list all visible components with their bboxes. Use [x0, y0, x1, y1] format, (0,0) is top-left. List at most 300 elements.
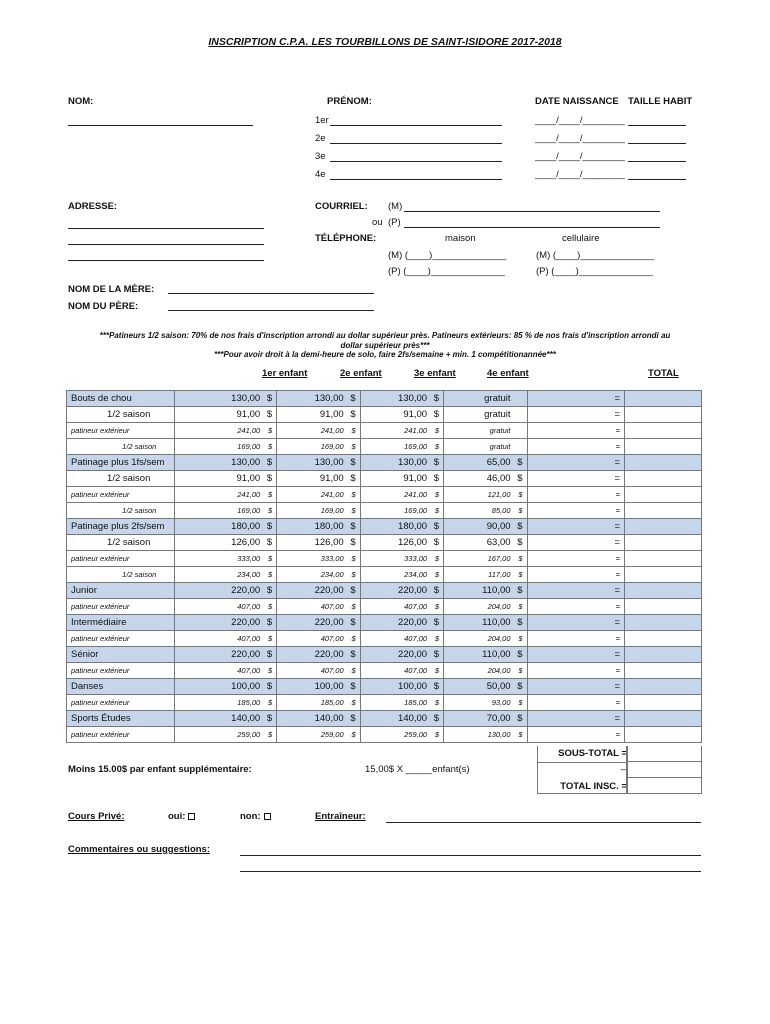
currency-mark: $	[266, 473, 273, 484]
fee-value: 91,00	[319, 409, 344, 420]
date-naissance-label: DATE NAISSANCE	[535, 96, 619, 107]
fee-cell-2	[277, 519, 360, 535]
fee-cell-4	[444, 535, 527, 551]
equals-mark: =	[527, 423, 625, 439]
fee-cell-3	[360, 727, 443, 743]
row-total-field[interactable]	[625, 551, 702, 567]
fee-value: 140,00	[314, 713, 344, 724]
fee-cell-2	[277, 583, 360, 599]
fee-value: 126,00	[314, 537, 344, 548]
fee-cell-4	[444, 519, 527, 535]
fee-value: 169,00	[404, 506, 428, 515]
fee-value: 110,00	[482, 617, 511, 628]
adresse-label: ADRESSE:	[68, 201, 118, 212]
currency-mark: $	[518, 730, 523, 739]
fee-cell-1	[175, 503, 277, 519]
fee-value: 220,00	[231, 585, 261, 596]
fee-row-label: Intermédiaire	[67, 615, 175, 631]
fee-value: 407,00	[320, 666, 344, 675]
fee-value: 220,00	[314, 585, 344, 596]
currency-mark: $	[433, 713, 440, 724]
child-3-taille-field[interactable]	[628, 161, 686, 162]
note-line-2: dollar supérieur près***	[340, 341, 430, 350]
fee-cell-2	[277, 663, 360, 679]
child-3-prenom-field[interactable]	[330, 161, 502, 162]
fee-cell-2	[277, 487, 360, 503]
fee-row	[67, 663, 702, 679]
phone-maison-p-field[interactable]: (P) (____)______________	[388, 266, 505, 277]
courriel-ou-label: ou	[372, 217, 383, 228]
currency-mark: $	[351, 442, 356, 451]
child-1-taille-field[interactable]	[628, 125, 686, 126]
row-total-field[interactable]	[625, 567, 702, 583]
currency-mark: $	[518, 490, 523, 499]
phone-maison-m-field[interactable]: (M) (____)______________	[388, 250, 507, 261]
fee-value: 241,00	[404, 426, 428, 435]
fee-value: 100,00	[231, 681, 261, 692]
currency-mark: $	[266, 521, 273, 532]
currency-mark: $	[434, 554, 440, 563]
fee-value: 130,00	[314, 457, 344, 468]
equals-mark: =	[527, 519, 625, 535]
fee-value: 241,00	[237, 490, 261, 499]
equals-mark: =	[527, 487, 625, 503]
currency-mark: $	[517, 617, 523, 628]
currency-mark: $	[434, 506, 440, 515]
row-total-field[interactable]	[625, 503, 702, 519]
fee-row	[67, 439, 702, 455]
fee-value: 234,00	[237, 570, 261, 579]
fee-row	[67, 503, 702, 519]
currency-mark: $	[268, 426, 273, 435]
currency-mark: $	[268, 442, 273, 451]
dash-mark: –	[620, 764, 626, 775]
currency-mark: $	[518, 602, 523, 611]
courriel-m-field[interactable]	[404, 211, 660, 212]
currency-mark: $	[351, 666, 356, 675]
cours-prive-label: Cours Privé:	[68, 811, 125, 822]
phone-cell-m-field[interactable]: (M) (____)______________	[536, 250, 655, 261]
currency-mark: $	[433, 681, 440, 692]
fee-row-label: patineur extérieur	[67, 631, 175, 647]
currency-mark: $	[350, 473, 356, 484]
fee-value: 407,00	[237, 602, 261, 611]
fee-cell-2	[277, 439, 360, 455]
row-total-field[interactable]	[625, 631, 702, 647]
fee-cell-3	[360, 503, 443, 519]
fee-cell-1	[175, 599, 277, 615]
currency-mark: $	[351, 698, 356, 707]
fee-value: 169,00	[320, 506, 344, 515]
equals-mark: =	[527, 583, 625, 599]
courriel-label: COURRIEL:	[315, 201, 368, 212]
currency-mark: $	[268, 698, 273, 707]
fee-value: gratuit	[484, 393, 511, 404]
fee-value: 121,00	[487, 490, 511, 499]
fee-value: 169,00	[237, 442, 261, 451]
currency-mark: $	[266, 585, 273, 596]
adresse-line-2[interactable]	[68, 244, 264, 245]
currency-mark: $	[350, 409, 356, 420]
currency-mark: $	[350, 649, 356, 660]
fee-cell-4	[444, 503, 527, 519]
fee-value: 220,00	[314, 649, 344, 660]
commentaires-label: Commentaires ou suggestions:	[68, 844, 210, 855]
fee-cell-4	[444, 631, 527, 647]
fee-value: 169,00	[404, 442, 428, 451]
fee-value: 204,00	[487, 602, 511, 611]
currency-mark: $	[433, 585, 440, 596]
fee-value: 333,00	[237, 554, 261, 563]
fee-row-label: Sénior	[67, 647, 175, 663]
currency-mark: $	[268, 730, 273, 739]
currency-mark: $	[351, 490, 356, 499]
fee-cell-1	[175, 455, 277, 471]
fee-cell-4	[444, 647, 527, 663]
fee-cell-3	[360, 519, 443, 535]
fee-table	[66, 390, 702, 743]
currency-mark: $	[350, 457, 356, 468]
row-total-field[interactable]	[625, 711, 702, 727]
equals-mark: =	[527, 663, 625, 679]
col-header-2: 2e enfant	[340, 368, 382, 379]
currency-mark: $	[350, 617, 356, 628]
fee-value: gratuit	[484, 409, 511, 420]
fee-cell-4	[444, 487, 527, 503]
courriel-p-label: (P)	[388, 217, 401, 228]
child-4-prenom-field[interactable]	[330, 179, 502, 180]
fee-row-label: patineur extérieur	[67, 599, 175, 615]
fee-cell-3	[360, 439, 443, 455]
fee-row-label: patineur extérieur	[67, 663, 175, 679]
mere-field[interactable]	[168, 293, 374, 294]
currency-mark: $	[351, 730, 356, 739]
fee-cell-3	[360, 663, 443, 679]
fee-value: 130,00	[398, 393, 428, 404]
fee-cell-4	[444, 663, 527, 679]
fee-cell-1	[175, 487, 277, 503]
fee-value: 220,00	[231, 649, 261, 660]
currency-mark: $	[266, 409, 273, 420]
row-total-field[interactable]	[625, 647, 702, 663]
fee-cell-2	[277, 423, 360, 439]
row-total-field[interactable]	[625, 535, 702, 551]
fee-value: 91,00	[236, 473, 261, 484]
fee-value: 220,00	[314, 617, 344, 628]
fee-value: 169,00	[237, 506, 261, 515]
row-total-field[interactable]	[625, 423, 702, 439]
currency-mark: $	[434, 634, 440, 643]
row-total-field[interactable]	[625, 663, 702, 679]
fee-value: 241,00	[320, 426, 344, 435]
fee-row-label: patineur extérieur	[67, 727, 175, 743]
fee-value: gratuit	[489, 442, 511, 451]
moins-calc-field[interactable]: 15,00$ X _____enfant(s)	[365, 764, 470, 775]
fee-cell-4	[444, 695, 527, 711]
fee-value: 167,00	[487, 554, 511, 563]
note-line-1: ***Patineurs 1/2 saison: 70% de nos frais d'inscription arrondi au dollar supérieur près. Patineurs extérieurs: 85 % de nos frais d'inscription arrondi au	[99, 331, 671, 340]
fee-cell-3	[360, 407, 443, 423]
phone-cell-p-field[interactable]: (P) (____)______________	[536, 266, 653, 277]
currency-mark: $	[434, 602, 440, 611]
fee-value: 130,00	[231, 457, 261, 468]
pere-label: NOM DU PÈRE:	[68, 301, 139, 312]
oui-checkbox[interactable]	[188, 813, 195, 820]
oui-option[interactable]	[168, 811, 195, 822]
pere-field[interactable]	[168, 310, 374, 311]
fee-cell-1	[175, 647, 277, 663]
fee-value: 140,00	[231, 713, 261, 724]
fee-cell-2	[277, 567, 360, 583]
adresse-line-1[interactable]	[68, 228, 264, 229]
fee-value: 63,00	[486, 537, 511, 548]
equals-mark: =	[527, 727, 625, 743]
fee-value: 185,00	[237, 698, 261, 707]
fee-cell-3	[360, 471, 443, 487]
fee-value: 204,00	[487, 666, 511, 675]
fee-row	[67, 535, 702, 551]
fee-row	[67, 631, 702, 647]
fee-cell-3	[360, 567, 443, 583]
commentaires-line-1[interactable]	[240, 855, 701, 856]
fee-cell-3	[360, 423, 443, 439]
row-total-field[interactable]	[625, 615, 702, 631]
fee-value: 100,00	[398, 681, 428, 692]
currency-mark: $	[433, 617, 440, 628]
currency-mark: $	[350, 585, 356, 596]
non-option[interactable]	[240, 811, 271, 822]
fee-cell-4	[444, 727, 527, 743]
child-2-prenom-field[interactable]	[330, 143, 502, 144]
currency-mark: $	[268, 554, 273, 563]
row-total-field[interactable]	[625, 599, 702, 615]
equals-mark: =	[527, 535, 625, 551]
equals-mark: =	[527, 647, 625, 663]
fee-value: 93,00	[491, 698, 511, 707]
fee-row-label: 1/2 saison	[67, 503, 175, 519]
fee-value: 110,00	[482, 585, 511, 596]
fee-value: 220,00	[398, 649, 428, 660]
fee-cell-4	[444, 583, 527, 599]
fee-row	[67, 407, 702, 423]
child-2-taille-field[interactable]	[628, 143, 686, 144]
fee-row	[67, 711, 702, 727]
fee-cell-1	[175, 519, 277, 535]
currency-mark: $	[351, 570, 356, 579]
equals-mark: =	[527, 679, 625, 695]
fee-value: 220,00	[231, 617, 261, 628]
fee-row-label: 1/2 saison	[67, 407, 175, 423]
fee-value: 241,00	[320, 490, 344, 499]
fee-row	[67, 391, 702, 407]
child-1-prenom-field[interactable]	[330, 125, 502, 126]
entraineur-field[interactable]	[386, 822, 701, 823]
fee-row	[67, 471, 702, 487]
currency-mark: $	[433, 537, 440, 548]
sous-total-label: SOUS-TOTAL =	[558, 748, 627, 759]
currency-mark: $	[433, 473, 440, 484]
fee-row	[67, 615, 702, 631]
fee-cell-4	[444, 455, 527, 471]
fee-value: 234,00	[404, 570, 428, 579]
fee-value: gratuit	[489, 426, 511, 435]
fee-row	[67, 695, 702, 711]
fee-cell-3	[360, 695, 443, 711]
equals-mark: =	[527, 631, 625, 647]
currency-mark: $	[268, 506, 273, 515]
row-total-field[interactable]	[625, 407, 702, 423]
row-total-field[interactable]	[625, 455, 702, 471]
fee-row	[67, 551, 702, 567]
mere-label: NOM DE LA MÈRE:	[68, 284, 155, 295]
currency-mark: $	[518, 554, 523, 563]
child-4-date-field[interactable]: ____/____/________	[535, 169, 625, 180]
fee-cell-2	[277, 599, 360, 615]
fee-row	[67, 455, 702, 471]
fee-row	[67, 647, 702, 663]
fee-cell-3	[360, 391, 443, 407]
currency-mark: $	[517, 649, 523, 660]
fee-row-label: Sports Études	[67, 711, 175, 727]
child-3-date-field[interactable]: ____/____/________	[535, 151, 625, 162]
fee-value: 333,00	[320, 554, 344, 563]
fee-cell-2	[277, 503, 360, 519]
fee-cell-2	[277, 695, 360, 711]
fee-row-label: Patinage plus 1fs/sem	[67, 455, 175, 471]
col-header-3: 3e enfant	[414, 368, 456, 379]
fee-row	[67, 423, 702, 439]
currency-mark: $	[434, 666, 440, 675]
fee-value: 185,00	[404, 698, 428, 707]
row-total-field[interactable]	[625, 487, 702, 503]
row-total-field[interactable]	[625, 727, 702, 743]
fee-cell-4	[444, 471, 527, 487]
currency-mark: $	[518, 698, 523, 707]
fee-value: 126,00	[398, 537, 428, 548]
fee-cell-1	[175, 391, 277, 407]
nom-field[interactable]	[68, 125, 253, 126]
row-total-field[interactable]	[625, 439, 702, 455]
row-total-field[interactable]	[625, 391, 702, 407]
currency-mark: $	[517, 585, 523, 596]
fee-value: 234,00	[320, 570, 344, 579]
fee-value: 70,00	[486, 713, 511, 724]
currency-mark: $	[517, 473, 523, 484]
currency-mark: $	[266, 537, 273, 548]
equals-mark: =	[527, 455, 625, 471]
adresse-line-3[interactable]	[68, 260, 264, 261]
row-total-field[interactable]	[625, 679, 702, 695]
fee-row-label: Bouts de chou	[67, 391, 175, 407]
fee-cell-4	[444, 439, 527, 455]
fee-value: 91,00	[403, 409, 428, 420]
row-total-field[interactable]	[625, 471, 702, 487]
fee-row-label: 1/2 saison	[67, 535, 175, 551]
fee-cell-2	[277, 391, 360, 407]
fee-value: 259,00	[237, 730, 261, 739]
fee-value: 407,00	[237, 634, 261, 643]
equals-mark: =	[527, 503, 625, 519]
currency-mark: $	[266, 713, 273, 724]
currency-mark: $	[266, 393, 273, 404]
fee-cell-2	[277, 535, 360, 551]
commentaires-line-2[interactable]	[240, 871, 701, 872]
currency-mark: $	[433, 393, 440, 404]
fee-value: 407,00	[404, 634, 428, 643]
fee-value: 407,00	[320, 602, 344, 611]
row-total-field[interactable]	[625, 519, 702, 535]
child-1-date-field[interactable]: ____/____/________	[535, 115, 625, 126]
equals-mark: =	[527, 471, 625, 487]
currency-mark: $	[350, 393, 356, 404]
currency-mark: $	[434, 698, 440, 707]
summary-total-cells[interactable]	[627, 746, 702, 794]
fee-cell-3	[360, 455, 443, 471]
total-insc-label: TOTAL INSC. =	[560, 781, 627, 792]
fee-row	[67, 583, 702, 599]
currency-mark: $	[266, 649, 273, 660]
currency-mark: $	[351, 634, 356, 643]
currency-mark: $	[517, 537, 523, 548]
fee-cell-2	[277, 727, 360, 743]
child-2-label: 2e	[315, 133, 326, 144]
fee-cell-4	[444, 551, 527, 567]
currency-mark: $	[350, 537, 356, 548]
currency-mark: $	[350, 681, 356, 692]
fee-row	[67, 519, 702, 535]
child-2-date-field[interactable]: ____/____/________	[535, 133, 625, 144]
fee-cell-1	[175, 551, 277, 567]
fee-cell-1	[175, 679, 277, 695]
fee-value: 180,00	[398, 521, 428, 532]
row-total-field[interactable]	[625, 583, 702, 599]
child-4-taille-field[interactable]	[628, 179, 686, 180]
fee-cell-2	[277, 615, 360, 631]
fee-cell-2	[277, 679, 360, 695]
fee-value: 91,00	[319, 473, 344, 484]
fee-cell-1	[175, 663, 277, 679]
currency-mark: $	[434, 426, 440, 435]
fee-value: 204,00	[487, 634, 511, 643]
currency-mark: $	[266, 457, 273, 468]
child-4-label: 4e	[315, 169, 326, 180]
fee-value: 130,00	[487, 730, 511, 739]
fee-value: 110,00	[482, 649, 511, 660]
currency-mark: $	[350, 521, 356, 532]
fee-cell-1	[175, 423, 277, 439]
fee-value: 241,00	[237, 426, 261, 435]
oui-label: oui:	[168, 811, 186, 822]
currency-mark: $	[351, 426, 356, 435]
currency-mark: $	[350, 713, 356, 724]
fee-value: 130,00	[314, 393, 344, 404]
currency-mark: $	[434, 490, 440, 499]
non-checkbox[interactable]	[264, 813, 271, 820]
fee-value: 220,00	[398, 617, 428, 628]
fee-value: 126,00	[231, 537, 261, 548]
fee-row-label: patineur extérieur	[67, 695, 175, 711]
currency-mark: $	[517, 457, 523, 468]
row-total-field[interactable]	[625, 695, 702, 711]
currency-mark: $	[434, 570, 440, 579]
fee-cell-1	[175, 583, 277, 599]
fee-value: 130,00	[231, 393, 261, 404]
courriel-p-field[interactable]	[404, 227, 660, 228]
fee-row	[67, 679, 702, 695]
currency-mark: $	[268, 570, 273, 579]
col-header-total: TOTAL	[648, 368, 679, 379]
fee-value: 407,00	[320, 634, 344, 643]
